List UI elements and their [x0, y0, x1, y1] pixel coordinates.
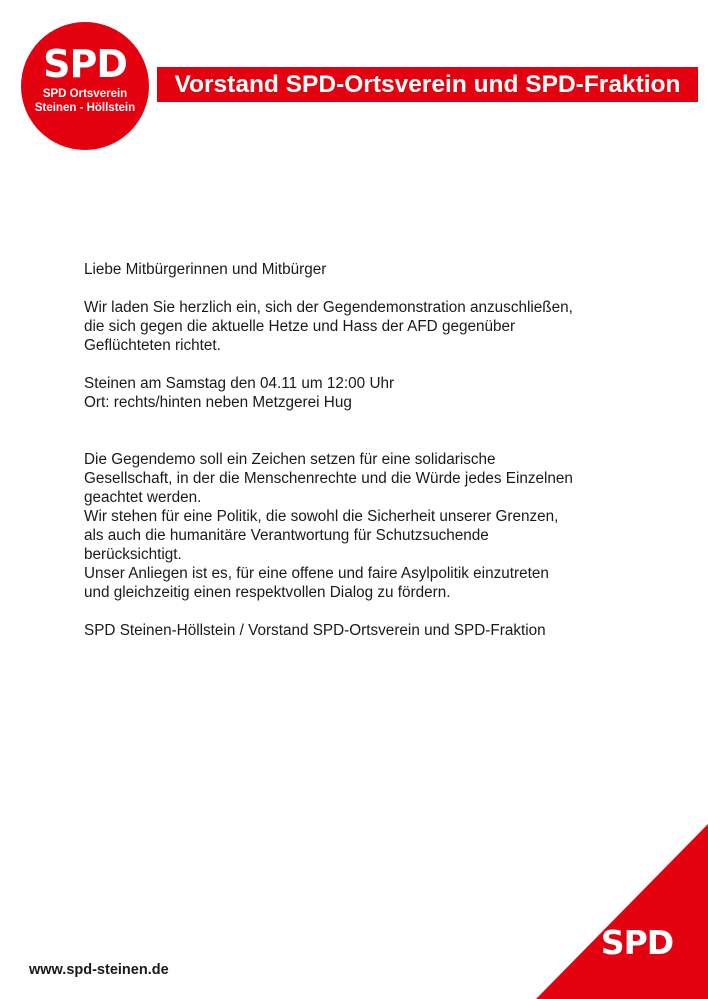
logo-subtitle-line-2: Steinen - Höllstein — [34, 102, 136, 114]
logo-wordmark: SPD — [43, 42, 127, 86]
logo-subtitle-line-1: SPD Ortsverein — [42, 88, 128, 100]
spd-logo-badge — [21, 22, 149, 150]
statement-line: geachtet werden. — [84, 489, 202, 506]
event-place: Ort: rechts/hinten neben Metzgerei Hug — [84, 394, 352, 411]
signature: SPD Steinen-Höllstein / Vorstand SPD-Ortsverein und SPD-Fraktion — [84, 622, 546, 639]
paragraph-spacer — [84, 355, 644, 374]
paragraph-spacer — [84, 602, 644, 621]
statement-line: Unser Anliegen ist es, für eine offene und faire Asylpolitik einzutreten — [84, 565, 549, 582]
paragraph-spacer — [84, 412, 644, 450]
invitation-line: Geflüchteten richtet. — [84, 337, 221, 354]
statement-line: Gesellschaft, in der die Menschenrechte und die Würde jedes Einzelnen — [84, 470, 573, 487]
salutation: Liebe Mitbürgerinnen und Mitbürger — [84, 261, 327, 278]
corner-logo-wordmark: SPD — [600, 923, 674, 962]
statement-line: und gleichzeitig einen respektvollen Dialog zu fördern. — [84, 584, 451, 601]
corner-red-triangle — [536, 824, 708, 999]
paragraph-spacer — [84, 279, 644, 298]
statement-line: Wir stehen für eine Politik, die sowohl die Sicherheit unserer Grenzen, — [84, 508, 559, 525]
event-time: Steinen am Samstag den 04.11 um 12:00 Uhr — [84, 375, 395, 392]
invitation-line: Wir laden Sie herzlich ein, sich der Gegendemonstration anzuschließen, — [84, 299, 573, 316]
statement-line: Die Gegendemo soll ein Zeichen setzen für eine solidarische — [84, 451, 496, 468]
statement-line: als auch die humanitäre Verantwortung für Schutzsuchende — [84, 527, 489, 544]
website-url: www.spd-steinen.de — [29, 962, 169, 978]
page-title: Vorstand SPD-Ortsverein und SPD-Fraktion — [157, 67, 698, 102]
statement-line: berücksichtigt. — [84, 546, 182, 563]
letter-body — [84, 260, 644, 640]
invitation-line: die sich gegen die aktuelle Hetze und Hass der AFD gegenüber — [84, 318, 516, 335]
